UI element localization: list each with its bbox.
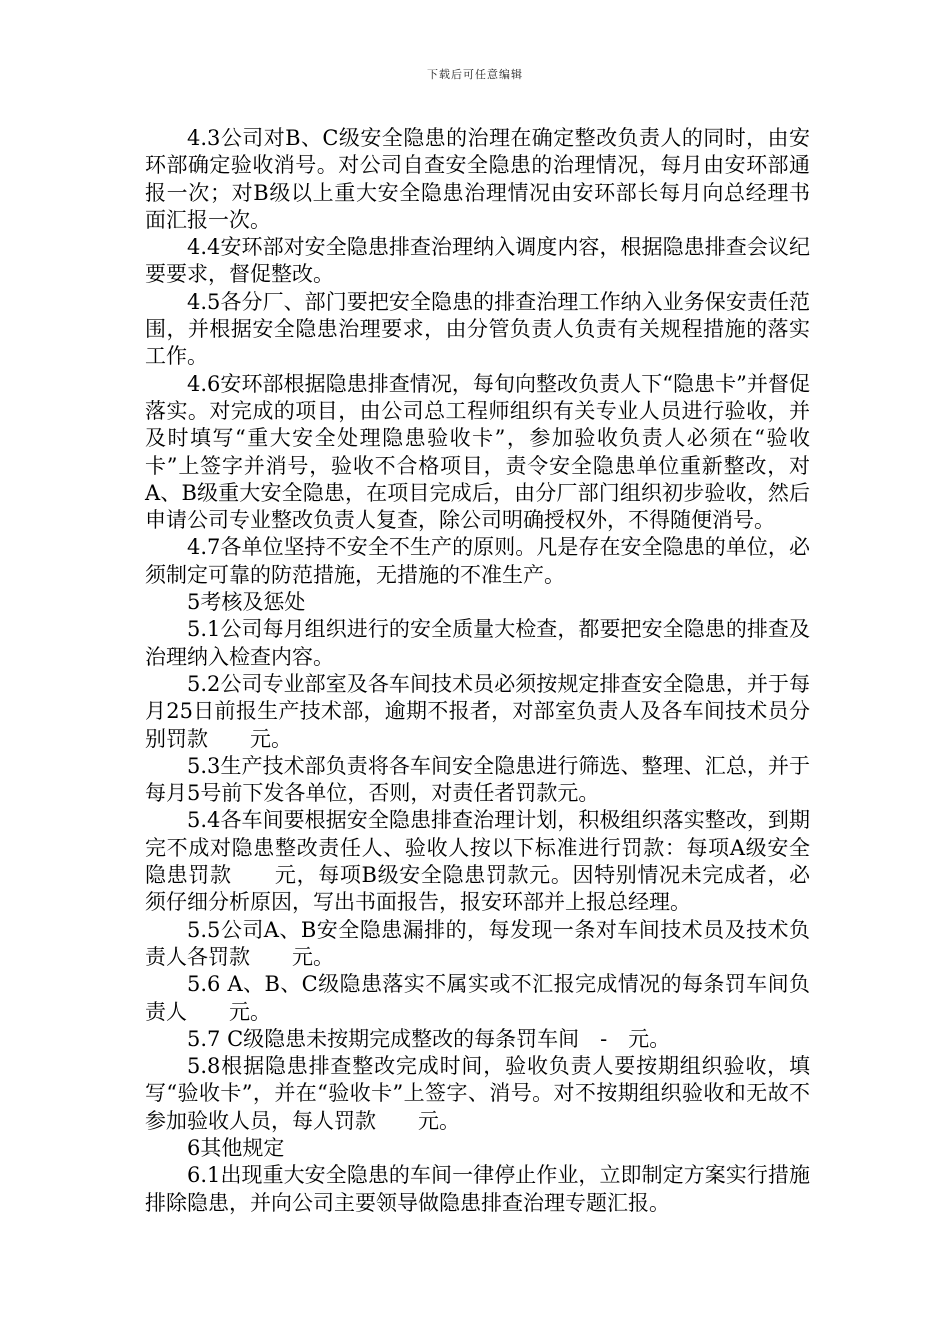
section-heading-6: 6其他规定 — [187, 1135, 285, 1160]
paragraph-5-8: 5.8根据隐患排查整改完成时间，验收负责人要按期组织验收，填写“验收卡”，并在“验收卡”上签字、消号。对不按期组织验收和无故不参加验收人员，每人罚款 元。 — [145, 1054, 810, 1133]
paragraph-4-5: 4.5各分厂、部门要把安全隐患的排查治理工作纳入业务保安责任范围，并根据安全隐患治理要求，由分管负责人负责有关规程措施的落实工作。 — [145, 289, 810, 369]
paragraph-6-1: 6.1出现重大安全隐患的车间一律停止作业，立即制定方案实行措施排除隐患，并向公司主要领导做隐患排查治理专题汇报。 — [145, 1163, 810, 1215]
paragraph-4-3: 4.3公司对B、C级安全隐患的治理在确定整改负责人的同时，由安环部确定验收消号。对公司自查安全隐患的治理情况，每月由安环部通报一次；对B级以上重大安全隐患治理情况由安环部长每月向总经理书面汇报一次。 — [145, 126, 810, 232]
paragraph-4-4: 4.4安环部对安全隐患排查治理纳入调度内容，根据隐患排查会议纪要要求，督促整改。 — [145, 235, 810, 287]
section-heading-5: 5考核及惩处 — [187, 590, 306, 615]
paragraph-5-1: 5.1公司每月组织进行的安全质量大检查，都要把安全隐患的排查及治理纳入检查内容。 — [145, 617, 810, 669]
paragraph-5-7: 5.7 C级隐患未按期完成整改的每条罚车间 - 元。 — [187, 1026, 671, 1051]
page-header: 下载后可任意编辑 — [427, 68, 523, 81]
paragraph-5-4: 5.4各车间要根据安全隐患排查治理计划，积极组织落实整改，到期完不成对隐患整改责任人、验收人按以下标准进行罚款：每项A级安全隐患罚款 元，每项B级安全隐患罚款元。因特别情况未完成者，必须仔细分析原因，写出书面报告，报安环部并上报总经理。 — [145, 808, 810, 915]
paragraph-4-6: 4.6安环部根据隐患排查情况，每旬向整改负责人下“隐患卡”并督促落实。对完成的项目，由公司总工程师组织有关专业人员进行验收，并及时填写“重大安全处理隐患验收卡”，参加验收负责人必须在“验收卡”上签字并消号，验收不合格项目，责令安全隐患单位重新整改，对A、B级重大安全隐患，在项目完成后，由分厂部门组织初步验收，然后申请公司专业整改负责人复查，除公司明确授权外，不得随便消号。 — [145, 371, 810, 533]
paragraph-5-3: 5.3生产技术部负责将各车间安全隐患进行筛选、整理、汇总，并于每月5号前下发各单位，否则，对责任者罚款元。 — [145, 753, 810, 806]
document-body — [145, 125, 810, 1217]
paragraph-5-6: 5.6 A、B、C级隐患落实不属实或不汇报完成情况的每条罚车间负责人 元。 — [145, 972, 810, 1024]
paragraph-4-7: 4.7各单位坚持不安全不生产的原则。凡是存在安全隐患的单位，必须制定可靠的防范措施，无措施的不准生产。 — [145, 535, 810, 587]
paragraph-5-2: 5.2公司专业部室及各车间技术员必须按规定排查安全隐患，并于每月25日前报生产技术部，逾期不报者，对部室负责人及各车间技术员分别罚款 元。 — [145, 671, 810, 751]
paragraph-5-5: 5.5公司A、B安全隐患漏排的，每发现一条对车间技术员及技术负责人各罚款 元。 — [145, 917, 810, 969]
